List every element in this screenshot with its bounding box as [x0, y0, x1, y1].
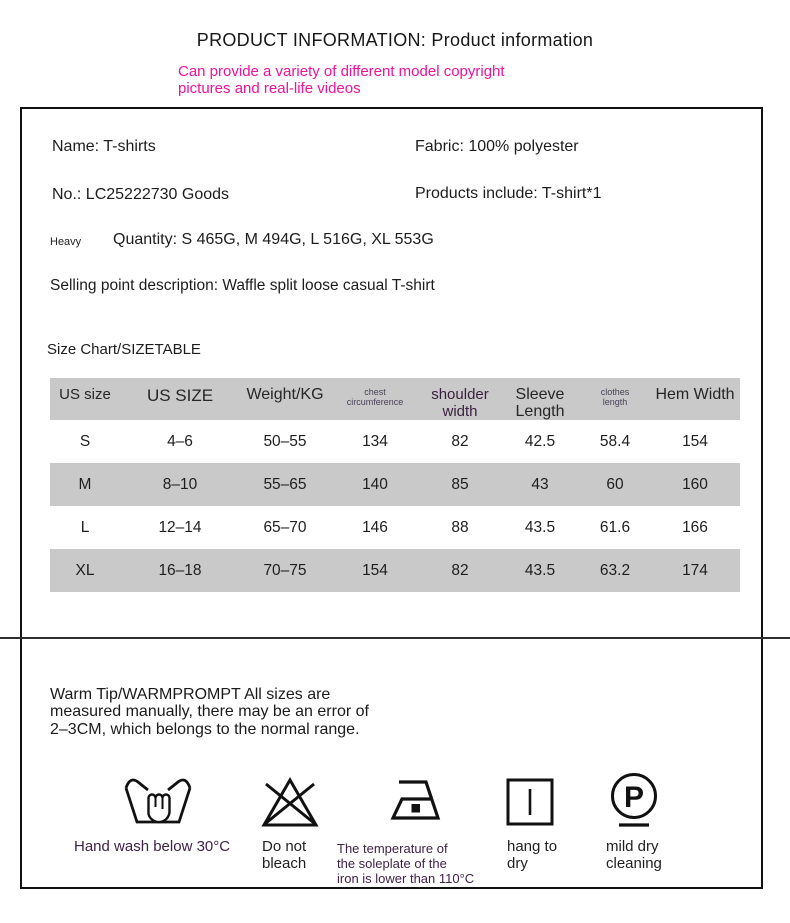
- table-cell: 174: [682, 562, 708, 579]
- caption-line: Do not: [262, 838, 307, 855]
- table-cell: 82: [451, 433, 469, 450]
- table-cell: 58.4: [599, 433, 631, 450]
- warm-tip: [50, 686, 369, 738]
- table-cell: 43: [531, 476, 549, 493]
- heavy-label: Heavy: [50, 236, 82, 248]
- table-cell: 154: [682, 433, 708, 450]
- dry-clean-p-icon: [606, 770, 662, 832]
- product-no: No.: LC25222730 Goods: [52, 186, 230, 203]
- size-table: [50, 378, 740, 592]
- table-cell: 61.6: [599, 519, 631, 536]
- do-not-bleach-icon: [260, 773, 320, 829]
- quantity: Quantity: S 465G, M 494G, L 516G, XL 553G: [113, 231, 434, 248]
- caption-line: cleaning: [606, 855, 662, 872]
- product-name: Name: T-shirts: [52, 138, 156, 155]
- table-cell: 65–70: [263, 519, 307, 536]
- dry-clean-caption: [606, 838, 662, 872]
- table-cell: 8–10: [162, 476, 198, 493]
- subtitle-line-1: Can provide a variety of different model copyright: [178, 63, 505, 80]
- header-text: US SIZE: [146, 386, 214, 405]
- header-text: shoulder: [431, 386, 489, 403]
- table-cell: XL: [75, 562, 95, 579]
- warm-tip-line-3: 2–3CM, which belongs to the normal range.: [50, 720, 360, 738]
- warm-tip-line-2: measured manually, there may be an error of: [50, 703, 369, 721]
- header-text: Weight/KG: [246, 386, 324, 403]
- warm-tip-line-1: Warm Tip/WARMPROMPT All sizes are: [50, 686, 331, 703]
- table-cell: 154: [362, 562, 388, 579]
- header-text: Hem Width: [655, 386, 735, 403]
- do-not-bleach-caption: [262, 838, 306, 872]
- header-us-size-caps: [120, 378, 240, 420]
- table-cell: 82: [451, 562, 469, 579]
- caption-line: mild dry: [606, 838, 659, 855]
- header-text: circumference: [346, 397, 404, 407]
- hand-wash-caption: Hand wash below 30°C: [74, 838, 231, 855]
- table-cell: S: [79, 433, 91, 450]
- header-text: chest: [364, 387, 386, 397]
- header-text: Sleeve: [515, 386, 565, 403]
- size-table-header-row: [50, 378, 740, 420]
- header-text: length: [602, 397, 628, 407]
- table-cell: 85: [451, 476, 469, 493]
- iron-low-temperature-icon: [388, 773, 448, 827]
- header-weight: [240, 378, 330, 420]
- table-cell: 146: [362, 519, 388, 536]
- table-row-xl: [50, 549, 740, 592]
- subtitle: [178, 64, 505, 97]
- table-row-m: [50, 463, 740, 506]
- header-us-size: [50, 378, 120, 420]
- table-cell: 16–18: [158, 562, 202, 579]
- header-chest-circumference: [330, 378, 420, 420]
- subtitle-line-2: pictures and real-life videos: [178, 79, 361, 97]
- table-cell: 4–6: [167, 433, 193, 450]
- header-hem-width: [650, 378, 740, 420]
- header-shoulder-width: [420, 378, 500, 420]
- table-cell: 140: [362, 476, 388, 493]
- table-cell: 70–75: [263, 562, 307, 579]
- hand-wash-icon: [122, 772, 194, 830]
- table-cell: L: [80, 519, 90, 536]
- table-cell: 55–65: [263, 476, 307, 493]
- svg-text:P: P: [623, 781, 645, 814]
- caption-line: The temperature of: [337, 841, 448, 856]
- page-title: PRODUCT INFORMATION: Product information: [196, 30, 594, 50]
- header-text: clothes: [600, 387, 630, 397]
- table-cell: 50–55: [263, 433, 307, 450]
- table-cell: 63.2: [599, 562, 631, 579]
- caption-line: the soleplate of the: [337, 856, 447, 871]
- table-cell: 166: [682, 519, 708, 536]
- table-cell: 88: [451, 519, 469, 536]
- table-cell: 42.5: [524, 433, 556, 450]
- hang-to-dry-caption: [507, 838, 557, 872]
- table-cell: 43.5: [524, 519, 556, 536]
- table-cell: 160: [682, 476, 708, 493]
- section-divider: [0, 637, 790, 639]
- table-cell: 12–14: [158, 519, 202, 536]
- products-include: Products include: T-shirt*1: [415, 185, 602, 202]
- table-cell: 134: [362, 433, 388, 450]
- table-cell: M: [78, 476, 92, 493]
- size-chart-title: Size Chart/SIZETABLE: [47, 341, 201, 358]
- hang-to-dry-icon: [504, 776, 556, 828]
- fabric: Fabric: 100% polyester: [415, 138, 579, 155]
- caption-line: iron is lower than 110°C: [337, 871, 475, 886]
- header-text: width: [442, 403, 478, 420]
- header-text: Length: [515, 403, 565, 420]
- header-clothes-length: [580, 378, 650, 420]
- table-row-s: [50, 420, 740, 463]
- caption-line: hang to: [507, 838, 558, 855]
- table-row-l: [50, 506, 740, 549]
- header-text: US size: [59, 386, 111, 403]
- table-cell: 60: [606, 476, 624, 493]
- iron-caption: [337, 841, 474, 886]
- header-sleeve-length: [500, 378, 580, 420]
- caption-line: bleach: [262, 855, 307, 872]
- selling-point: Selling point description: Waffle split loose casual T-shirt: [50, 277, 435, 294]
- caption-line: dry: [507, 855, 528, 872]
- table-cell: 43.5: [524, 562, 556, 579]
